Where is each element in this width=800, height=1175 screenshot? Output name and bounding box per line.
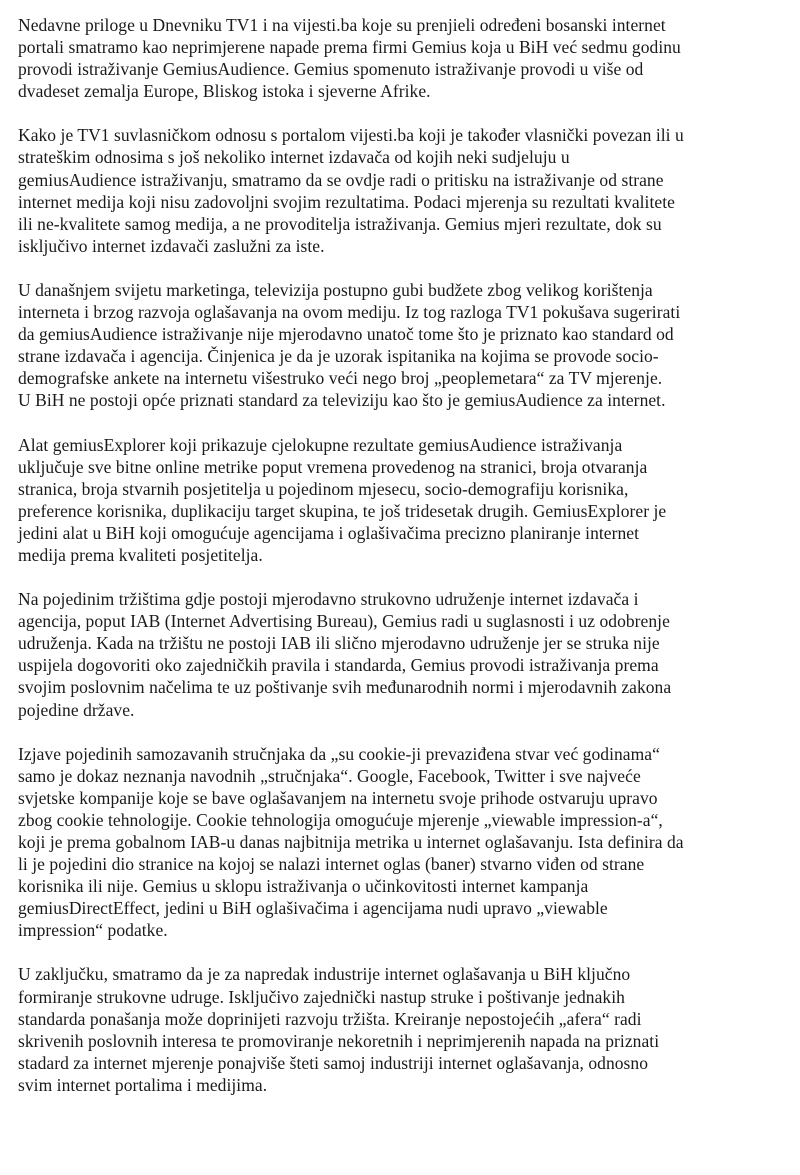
text-line: Alat gemiusExplorer koji prikazuje cjelokupne rezultate gemiusAudience istraživanja: [18, 434, 623, 455]
paragraph-conclusion: [18, 963, 778, 1096]
paragraph-marketing: [18, 279, 778, 412]
text-line: provodi istraživanje GemiusAudience. Gemius spomenuto istraživanje provodi u više od: [18, 59, 644, 80]
text-line: svjetske kompanije koje se bave oglašavanjem na internetu svoje prihode ostvaruju upravo: [18, 787, 658, 808]
text-line: pojedine države.: [18, 699, 135, 720]
text-line: portali smatramo kao neprimjerene napade prema firmi Gemius koja u BiH već sedmu godinu: [18, 37, 681, 58]
text-line: uspijela dogovoriti oko zajedničkih pravila i standarda, Gemius provodi istraživanja prema: [18, 655, 659, 676]
text-line: standarda ponašanja može doprinijeti razvoju tržišta. Kreiranje nepostojećih „afera“ radi: [18, 1008, 642, 1029]
text-line: formiranje strukovne udruge. Isključivo zajednički nastup struke i poštivanje jednakih: [18, 986, 625, 1007]
text-line: svim internet portalima i medijima.: [18, 1074, 268, 1095]
text-line: internet medija koji nisu zadovoljni svojim rezultatima. Podaci mjerenja su rezultati kvalitete: [18, 191, 675, 212]
text-line: interneta i brzog razvoja oglašavanja na ovom mediju. Iz tog razloga TV1 pokušava sugerirati: [18, 302, 681, 323]
paragraph-iab: [18, 588, 778, 721]
text-line: medija prema kvaliteti posjetitelja.: [18, 544, 263, 565]
text-line: demografske ankete na internetu višestruko veći nego broj „peoplemetara“ za TV mjerenje.: [18, 368, 663, 389]
text-line: korisnika ili nije. Gemius u sklopu istraživanja o učinkovitosti internet kampanja: [18, 876, 589, 897]
paragraph-explorer: [18, 434, 778, 567]
text-line: skrivenih poslovnih interesa te promoviranje nekoretnih i neprimjerenih napada na priznati: [18, 1030, 660, 1051]
text-line: svojim poslovnim načelima te uz poštivanje svih međunarodnih normi i mjerodavnih zakona: [18, 677, 672, 698]
paragraph-intro: [18, 14, 778, 102]
text-line: Kako je TV1 suvlasničkom odnosu s portalom vijesti.ba koji je također vlasnički povezan ili u: [18, 125, 684, 146]
text-line: Nedavne priloge u Dnevniku TV1 i na vijesti.ba koje su prenjieli određeni bosanski internet: [18, 15, 666, 35]
text-line: gemiusAudience istraživanju, smatramo da se ovdje radi o pritisku na istraživanje od strane: [18, 169, 664, 190]
text-line: jedini alat u BiH koji omogućuje agencijama i oglašivačima precizno planiranje internet: [18, 522, 640, 543]
text-line: koji je prema gobalnom IAB-u danas najbitnija metrika u internet oglašavanju. Ista definira da: [18, 832, 684, 852]
paragraph-cookies: [18, 743, 778, 942]
text-line: agencija, poput IAB (Internet Advertising Bureau), Gemius radi u suglasnosti i uz odobrenje: [18, 611, 670, 632]
text-line: U današnjem svijetu marketinga, televizija postupno gubi budžete zbog velikog korištenja: [18, 279, 653, 300]
text-line: li je pojedini dio stranice na kojoj se nalazi internet oglas (baner) stvarno viđen od strane: [18, 854, 645, 875]
text-line: U BiH ne postoji opće priznati standard za televiziju kao što je gemiusAudience za internet.: [18, 390, 666, 411]
text-line: da gemiusAudience istraživanje nije mjerodavno unatoč tome što je priznato kao standard od: [18, 324, 674, 345]
text-line: stranica, broja stvarnih posjetitelja u pojedinom mjesecu, socio-demografiju korisnika,: [18, 478, 629, 499]
text-line: isključivo internet izdavači zaslužni za iste.: [18, 235, 325, 256]
text-line: U zaključku, smatramo da je za napredak industrije internet oglašavanja u BiH ključno: [18, 964, 631, 985]
text-line: impression“ podatke.: [18, 920, 168, 941]
text-line: gemiusDirectEffect, jedini u BiH oglašivačima i agencijama nudi upravo „viewable: [18, 898, 608, 919]
paragraph-ownership: [18, 124, 778, 257]
text-line: strateškim odnosima s još nekoliko internet izdavača od kojih neki sudjeluju u: [18, 147, 570, 168]
text-line: udruženja. Kada na tržištu ne postoji IAB ili slično mjerodavno udruženje jer se struka nije: [18, 633, 660, 654]
text-line: dvadeset zemalja Europe, Bliskog istoka i sjeverne Afrike.: [18, 81, 431, 102]
text-line: zbog cookie tehnologije. Cookie tehnologija omogućuje mjerenje „viewable impression-a“,: [18, 809, 663, 830]
text-line: samo je dokaz neznanja navodnih „stručnjaka“. Google, Facebook, Twitter i sve najveće: [18, 765, 641, 786]
text-line: Izjave pojedinih samozavanih stručnjaka da „su cookie-ji prevaziđena stvar već godinama“: [18, 743, 660, 764]
text-line: strane izdavača i agencija. Činjenica je da je uzorak ispitanika na kojima se provode socio-: [18, 346, 659, 367]
text-line: preference korisnika, duplikaciju target skupina, te još tridesetak drugih. GemiusExplorer je: [18, 500, 667, 521]
text-line: ili ne-kvalitete samog medija, a ne provoditelja istraživanja. Gemius mjeri rezultate, dok su: [18, 213, 662, 234]
text-line: uključuje sve bitne online metrike poput vremena provedenog na stranici, broja otvaranja: [18, 456, 648, 477]
text-line: stadard za internet mjerenje ponajviše šteti samoj industriji internet oglašavanja, odnosno: [18, 1052, 649, 1073]
text-line: Na pojedinim tržištima gdje postoji mjerodavno strukovno udruženje internet izdavača i: [18, 589, 639, 610]
